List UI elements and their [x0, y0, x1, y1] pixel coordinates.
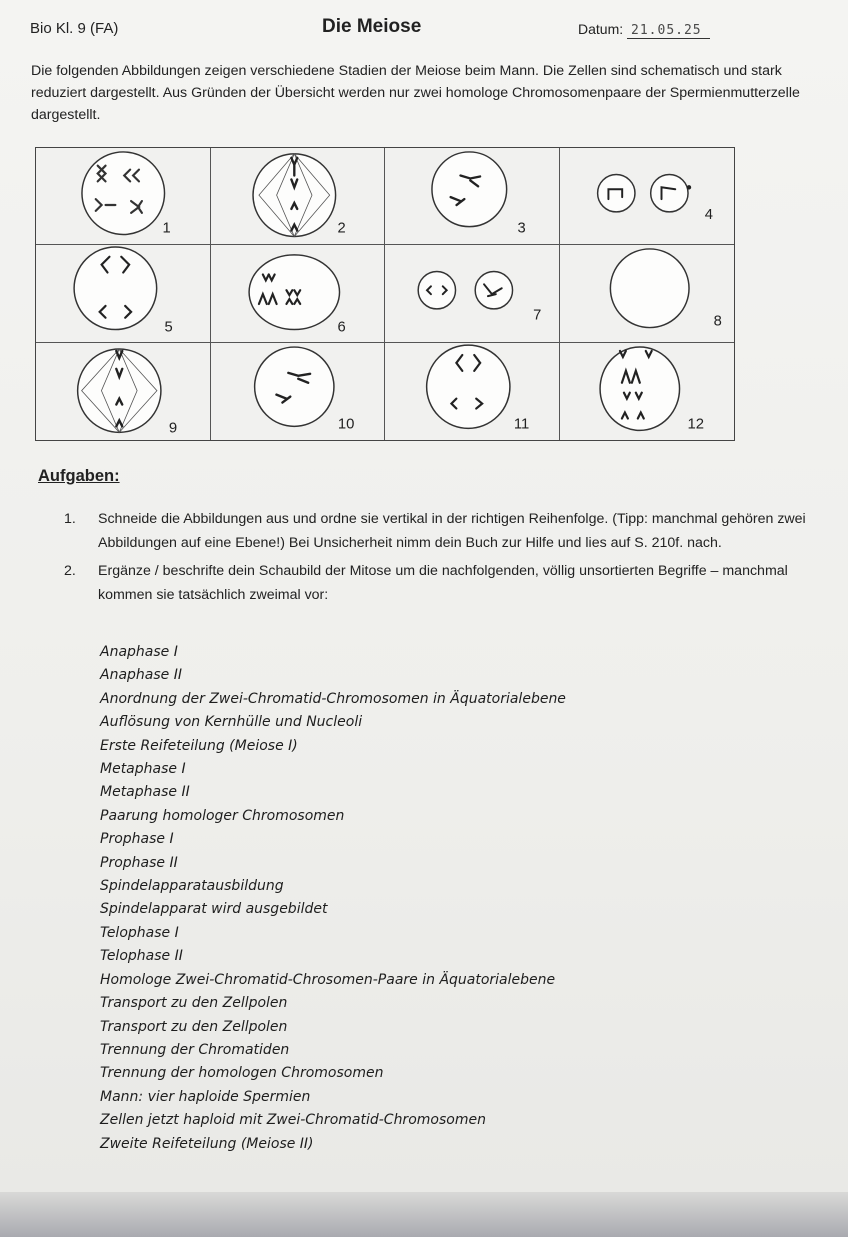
term-item: Transport zu den Zellpolen [100, 1018, 288, 1035]
term-item: Anordnung der Zwei-Chromatid-Chromosomen in Äquatorialebene [100, 690, 566, 707]
figure-number-6: 6 [337, 319, 346, 336]
figure-cell-9 [36, 343, 211, 440]
figure-number-12: 12 [686, 416, 704, 433]
cell-drawing-2 [211, 148, 385, 244]
figure-cell-4 [560, 148, 735, 245]
cell-drawing-7 [385, 245, 559, 341]
term-item: Anaphase II [100, 667, 182, 684]
figure-cell-1 [36, 148, 211, 245]
term-item: Metaphase II [100, 784, 190, 801]
term-item: Trennung der homologen Chromosomen [100, 1065, 384, 1082]
figure-number-5: 5 [164, 319, 173, 336]
cell-drawing-12 [560, 343, 735, 440]
date-label: Datum: [578, 21, 624, 37]
figure-cell-8 [560, 245, 735, 342]
figure-number-11: 11 [513, 416, 530, 433]
figure-cell-6 [211, 245, 386, 342]
term-item: Spindelapparatausbildung [100, 878, 284, 895]
figure-cell-11 [385, 343, 560, 440]
figure-number-3: 3 [517, 220, 526, 237]
photo-background [0, 1192, 848, 1237]
term-item: Metaphase I [100, 761, 186, 778]
course-label: Bio Kl. 9 (FA) [30, 20, 119, 37]
figure-number-10: 10 [337, 416, 354, 433]
term-item: Prophase I [100, 831, 174, 848]
term-item: Zellen jetzt haploid mit Zwei-Chromatid-Chromosomen [100, 1112, 486, 1129]
term-list [100, 641, 566, 1156]
tasks-heading: Aufgaben: [38, 467, 120, 485]
task-text: Schneide die Abbildungen aus und ordne sie vertikal in der richtigen Reihenfolge. (Tipp: manchmal gehören zwei Abbildungen auf eine Ebene!) Bei Unsicherheit nimm dein Buch zur Hilfe und lies auf S. 210f. nach. [98, 511, 806, 551]
cell-drawing-4 [560, 148, 735, 244]
term-item: Spindelapparat wird ausgebildet [100, 901, 328, 918]
term-item: Telophase I [100, 924, 179, 941]
task-number: 2. [64, 563, 76, 579]
page-title: Die Meiose [322, 16, 422, 37]
task-text: Ergänze / beschrifte dein Schaubild der Mitose um die nachfolgenden, völlig unsortierten Begriffe – manchmal kommen sie tatsächlich zweimal vor: [98, 563, 788, 603]
cell-drawing-5 [36, 245, 210, 341]
figure-number-2: 2 [337, 220, 346, 237]
term-item: Anaphase I [100, 644, 178, 660]
term-item: Telophase II [100, 948, 183, 965]
figure-number-7: 7 [533, 308, 542, 325]
task-list [64, 507, 834, 611]
term-item: Paarung homologer Chromosomen [100, 807, 345, 824]
figure-number-8: 8 [713, 313, 722, 330]
figure-cell-10 [211, 343, 386, 440]
term-item: Transport zu den Zellpolen [100, 995, 288, 1012]
term-item: Auflösung von Kernhülle und Nucleoli [100, 714, 363, 731]
figure-number-1: 1 [162, 220, 171, 237]
task-number: 1. [64, 511, 76, 527]
figure-cell-3 [385, 148, 560, 245]
cell-drawing-10 [211, 343, 385, 440]
cell-drawing-3 [385, 148, 559, 244]
figure-number-4: 4 [704, 206, 713, 223]
term-item: Erste Reifeteilung (Meiose I) [100, 737, 298, 754]
term-item: Zweite Reifeteilung (Meiose II) [100, 1135, 314, 1152]
cell-drawing-9 [36, 343, 210, 440]
figure-number-9: 9 [168, 419, 178, 436]
intro-text: Die folgenden Abbildungen zeigen verschiedene Stadien der Meiose beim Mann. Die Zellen sind schematisch und stark reduziert dargestellt. Aus Gründen der Übersicht werden nur zwei homologe Chromosomenpaare der Spermienmutterzelle dargestellt. [31, 63, 800, 123]
term-item: Mann: vier haploide Spermien [100, 1088, 311, 1105]
cell-drawing-11 [385, 343, 559, 440]
term-item: Trennung der Chromatiden [100, 1041, 290, 1058]
term-item: Prophase II [100, 854, 178, 871]
task-item [64, 507, 834, 555]
figure-cell-7 [385, 245, 560, 342]
figure-cell-2 [211, 148, 386, 245]
task-item [64, 559, 834, 607]
figure-cell-5 [36, 245, 211, 342]
date-line [578, 21, 710, 38]
meiosis-figure-grid [35, 147, 735, 441]
date-value: 21.05.25 [627, 23, 710, 39]
term-item: Homologe Zwei-Chromatid-Chrosomen-Paare in Äquatorialebene [100, 971, 556, 988]
figure-cell-12 [560, 343, 735, 440]
cell-drawing-1 [36, 148, 210, 244]
cell-drawing-6 [211, 245, 385, 341]
cell-drawing-8 [560, 245, 735, 341]
